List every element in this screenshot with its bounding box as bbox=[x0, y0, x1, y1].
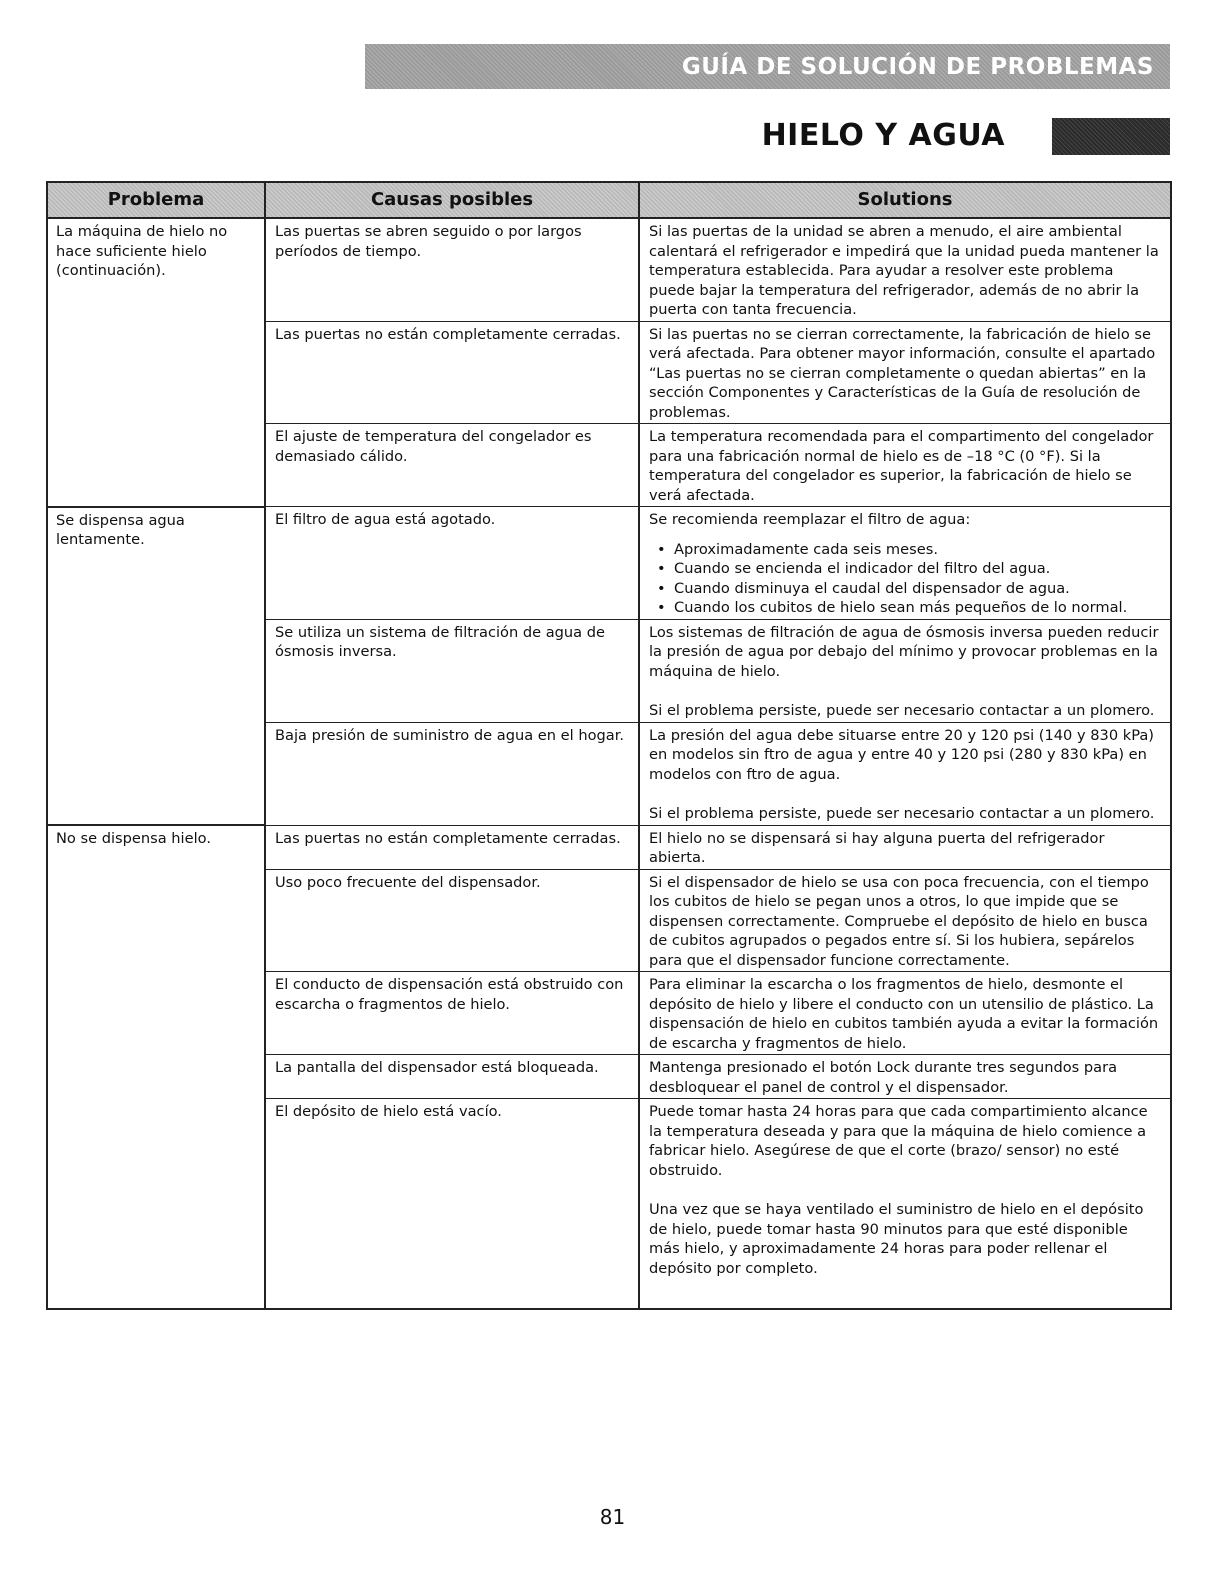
cause-cell: El conducto de dispensación está obstruido con escarcha o fragmentos de hielo. bbox=[265, 972, 639, 1055]
solution-cell bbox=[639, 869, 1171, 972]
cause-cell: Las puertas se abren seguido o por largos períodos de tiempo. bbox=[265, 218, 639, 321]
solution-text: Puede tomar hasta 24 horas para que cada compartimiento alcance la temperatura deseada y para que la máquina de hielo comience a fabricar hielo. Asegúrese de que el corte (brazo/ sensor) no esté obstruido. bbox=[649, 1103, 1148, 1179]
solution-cell bbox=[639, 825, 1171, 869]
solution-cell bbox=[639, 218, 1171, 321]
solution-cell bbox=[639, 972, 1171, 1055]
solution-cell bbox=[639, 1099, 1171, 1310]
cause-cell: El depósito de hielo está vacío. bbox=[265, 1099, 639, 1310]
section-banner bbox=[365, 44, 1170, 89]
troubleshooting-table bbox=[46, 181, 1172, 1310]
solution-text: Mantenga presionado el botón Lock durante tres segundos para desbloquear el panel de control y el dispensador. bbox=[649, 1059, 1118, 1096]
cause-cell: El filtro de agua está agotado. bbox=[265, 507, 639, 620]
table-row bbox=[47, 825, 1171, 869]
page-number: 81 bbox=[599, 1505, 626, 1529]
cause-cell: Las puertas no están completamente cerradas. bbox=[265, 825, 639, 869]
solution-text: La presión del agua debe situarse entre 20 y 120 psi (140 y 830 kPa) en modelos sin ftro de agua y entre 40 y 120 psi (280 y 830 kPa) en modelos con ftro de agua. bbox=[649, 726, 1154, 783]
list-item: • Cuando disminuya el caudal del dispensador de agua. bbox=[657, 579, 1162, 599]
cause-cell: Se utiliza un sistema de filtración de agua de ósmosis inversa. bbox=[265, 619, 639, 722]
problem-cell: Se dispensa agua lentamente. bbox=[47, 507, 265, 826]
cause-cell: La pantalla del dispensador está bloqueada. bbox=[265, 1055, 639, 1099]
solution-cell bbox=[639, 722, 1171, 825]
solution-text: Si el problema persiste, puede ser necesario contactar a un plomero. bbox=[649, 805, 1155, 822]
solution-text: Se recomienda reemplazar el filtro de agua: bbox=[649, 511, 971, 528]
table-header-row bbox=[47, 182, 1171, 218]
solution-text: Una vez que se haya ventilado el suministro de hielo en el depósito de hielo, puede tomar hasta 90 minutos para que esté disponible más hielo, y aproximadamente 24 horas para poder rellenar el depósito por completo. bbox=[649, 1201, 1144, 1277]
solution-cell bbox=[639, 424, 1171, 507]
solution-text: Los sistemas de filtración de agua de ósmosis inversa pueden reducir la presión de agua por debajo del mínimo y provocar problemas en la máquina de hielo. bbox=[649, 623, 1159, 680]
solution-text: El hielo no se dispensará si hay alguna puerta del refrigerador abierta. bbox=[649, 829, 1105, 866]
column-header-causes: Causas posibles bbox=[265, 182, 639, 218]
bullet-list bbox=[649, 540, 1162, 618]
solution-cell bbox=[639, 619, 1171, 722]
banner-title: GUÍA DE SOLUCIÓN DE PROBLEMAS bbox=[681, 53, 1154, 80]
solution-cell bbox=[639, 321, 1171, 424]
column-header-solutions: Solutions bbox=[639, 182, 1171, 218]
cause-cell: Las puertas no están completamente cerradas. bbox=[265, 321, 639, 424]
list-item: • Cuando los cubitos de hielo sean más pequeños de lo normal. bbox=[657, 598, 1162, 618]
solution-text: Si el problema persiste, puede ser necesario contactar a un plomero. bbox=[649, 702, 1155, 719]
list-item: • Aproximadamente cada seis meses. bbox=[657, 540, 1162, 560]
cause-cell: Uso poco frecuente del dispensador. bbox=[265, 869, 639, 972]
table-row bbox=[47, 218, 1171, 321]
solution-text: Si las puertas no se cierran correctamente, la fabricación de hielo se verá afectada. Para obtener mayor información, consulte el apartado “Las puertas no se cierran completamente o quedan abiertas” en la sección Componentes y Características de la Guía de resolución de problemas. bbox=[649, 325, 1156, 421]
solution-cell bbox=[639, 507, 1171, 620]
list-item: • Cuando se encienda el indicador del filtro del agua. bbox=[657, 559, 1162, 579]
problem-cell: No se dispensa hielo. bbox=[47, 825, 265, 1309]
section-title: HIELO Y AGUA bbox=[761, 118, 1005, 153]
title-decoration-block bbox=[1052, 118, 1170, 155]
solution-cell bbox=[639, 1055, 1171, 1099]
solution-text: Si las puertas de la unidad se abren a menudo, el aire ambiental calentará el refrigerador e impedirá que la unidad pueda mantener la temperatura establecida. Para ayudar a resolver este problema puede bajar la temperatura del refrigerador, además de no abrir la puerta con tanta frecuencia. bbox=[649, 223, 1159, 318]
cause-cell: El ajuste de temperatura del congelador es demasiado cálido. bbox=[265, 424, 639, 507]
solution-text: La temperatura recomendada para el compartimento del congelador para una fabricación normal de hielo es de –18 °C (0 °F). Si la temperatura del congelador es superior, la fabricación de hielo se verá afectada. bbox=[649, 428, 1154, 504]
column-header-problem: Problema bbox=[47, 182, 265, 218]
cause-cell: Baja presión de suministro de agua en el hogar. bbox=[265, 722, 639, 825]
solution-text: Para eliminar la escarcha o los fragmentos de hielo, desmonte el depósito de hielo y libere el conducto con un utensilio de plástico. La dispensación de hielo en cubitos también ayuda a evitar la formación de escarcha y fragmentos de hielo. bbox=[649, 976, 1159, 1052]
problem-cell: La máquina de hielo no hace suficiente hielo (continuación). bbox=[47, 218, 265, 507]
solution-text: Si el dispensador de hielo se usa con poca frecuencia, con el tiempo los cubitos de hielo se pegan unos a otros, lo que impide que se dispensen correctamente. Compruebe el depósito de hielo en busca de cubitos agrupados o pegados entre sí. Si los hubiera, sepárelos para que el dispensador funcione correctamente. bbox=[649, 873, 1149, 969]
table-row bbox=[47, 507, 1171, 620]
